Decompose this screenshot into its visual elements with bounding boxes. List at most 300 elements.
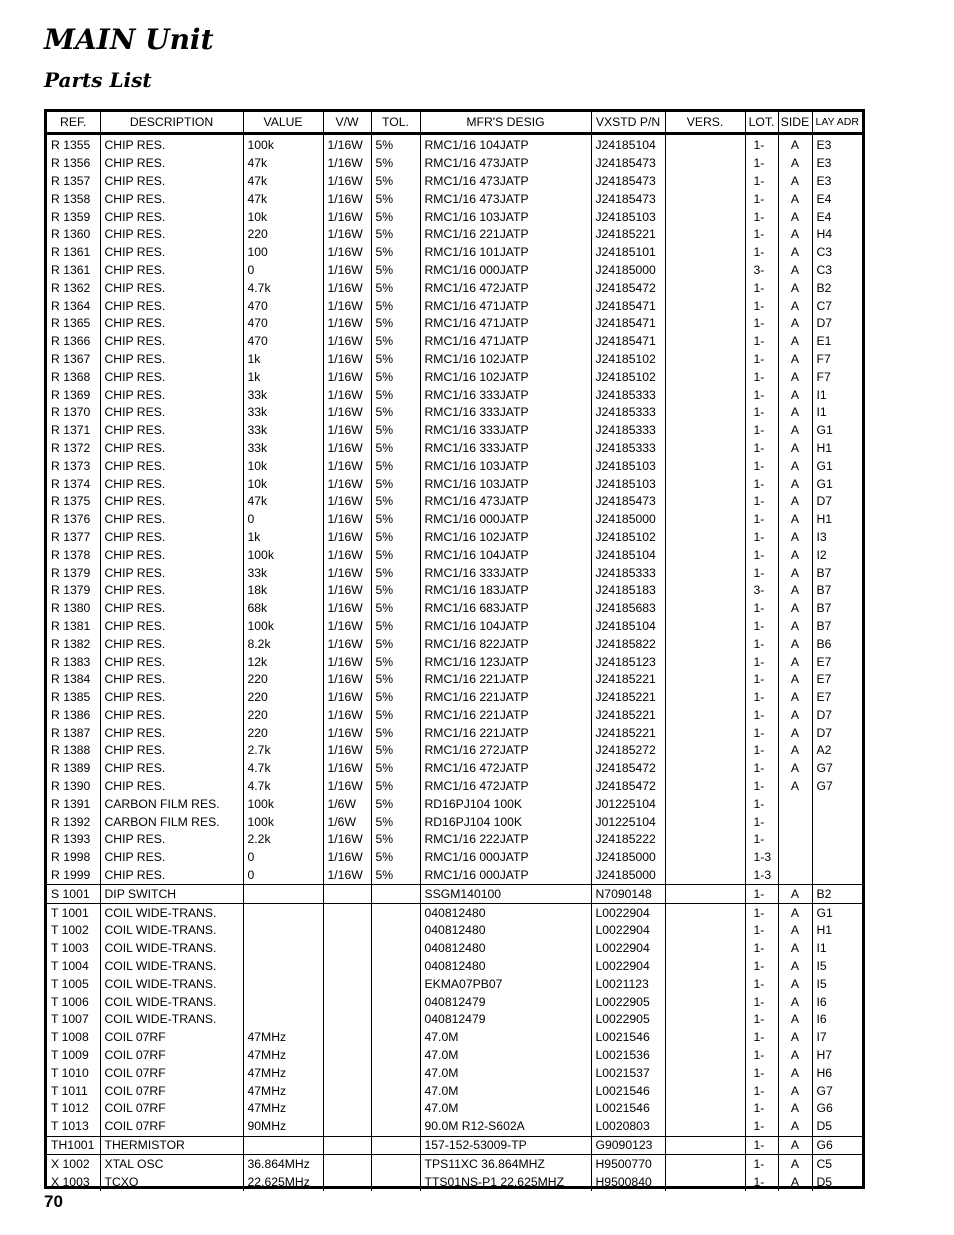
cell-tol [371,1118,420,1136]
header-value: VALUE [243,112,323,134]
cell-vw [323,975,371,993]
cell-ref: R 1383 [51,654,91,669]
cell-vw: 1/16W [323,742,371,760]
cell-lot: 1- [745,993,778,1011]
cell-ref: R 1369 [51,387,91,402]
cell-lay-adr: G1 [812,422,862,440]
cell-lot: 1- [745,368,778,386]
cell-ref: R 1368 [51,369,91,384]
cell-vw [323,1029,371,1047]
cell-description: CHIP RES. [100,262,243,280]
cell-side [778,813,812,831]
cell-vers [665,333,745,351]
cell-mfr-desig: EKMA07PB07 [420,975,591,993]
cell-vw: 1/16W [323,778,371,796]
table-row [47,564,862,582]
cell-lot: 1- [745,208,778,226]
cell-side: A [778,1118,812,1136]
cell-lay-adr: G1 [812,904,862,922]
cell-vxstd-pn: J24185471 [591,315,665,333]
table-row [47,1082,862,1100]
cell-mfr-desig: RMC1/16 000JATP [420,511,591,529]
cell-lot: 1- [745,315,778,333]
cell-vw: 1/16W [323,386,371,404]
cell-ref: R 1361 [51,262,91,277]
cell-mfr-desig: RMC1/16 221JATP [420,707,591,725]
cell-value: 0 [243,511,323,529]
table-row [47,422,862,440]
cell-value: 22.625MHz [243,1173,323,1191]
cell-vers [665,173,745,191]
cell-ref: R 1998 [51,850,91,865]
cell-vw: 1/16W [323,190,371,208]
cell-vw: 1/16W [323,244,371,262]
cell-ref: R 1379 [51,565,91,580]
cell-mfr-desig: RD16PJ104 100K [420,813,591,831]
cell-lot: 1- [745,1064,778,1082]
cell-tol: 5% [371,493,420,511]
table-row [47,279,862,297]
cell-lot: 1- [745,707,778,725]
cell-value: 220 [243,671,323,689]
cell-description: COIL 07RF [100,1100,243,1118]
cell-side: A [778,315,812,333]
cell-lay-adr: H1 [812,440,862,458]
cell-side: A [778,1100,812,1118]
cell-vxstd-pn: J24185103 [591,475,665,493]
cell-ref: R 1393 [51,832,91,847]
cell-value: 1k [243,368,323,386]
cell-vers [665,190,745,208]
cell-value: 47MHz [243,1029,323,1047]
cell-ref: R 1392 [51,814,91,829]
cell-vxstd-pn: G9090123 [591,1136,665,1155]
cell-tol: 5% [371,190,420,208]
cell-vxstd-pn: J24185221 [591,724,665,742]
cell-ref: R 1371 [51,423,91,438]
cell-ref: T 1010 [51,1065,89,1080]
cell-tol [371,1155,420,1173]
cell-lay-adr: E1 [812,333,862,351]
cell-description: CHIP RES. [100,244,243,262]
cell-value: 10k [243,475,323,493]
table-row [47,190,862,208]
cell-lot: 1- [745,457,778,475]
cell-vers [665,440,745,458]
cell-lot: 1- [745,1173,778,1191]
cell-mfr-desig: RMC1/16 102JATP [420,368,591,386]
cell-vxstd-pn: J24185104 [591,618,665,636]
cell-vw: 1/6W [323,813,371,831]
cell-side: A [778,742,812,760]
cell-mfr-desig: RMC1/16 103JATP [420,475,591,493]
table-row [47,635,862,653]
cell-vw: 1/16W [323,867,371,885]
cell-lot: 1- [745,134,778,155]
cell-mfr-desig: TTS01NS-P1 22.625MHZ [420,1173,591,1191]
cell-description: CHIP RES. [100,226,243,244]
cell-value: 100k [243,618,323,636]
cell-lot: 1- [745,940,778,958]
cell-vw: 1/16W [323,635,371,653]
cell-value: 100k [243,795,323,813]
table-row [47,529,862,547]
cell-tol: 5% [371,635,420,653]
cell-tol: 5% [371,208,420,226]
cell-vxstd-pn: H9500770 [591,1155,665,1173]
cell-description: CHIP RES. [100,760,243,778]
cell-side: A [778,922,812,940]
cell-value: 0 [243,849,323,867]
cell-vers [665,315,745,333]
cell-vw: 1/16W [323,297,371,315]
cell-tol: 5% [371,134,420,155]
cell-lay-adr: E4 [812,190,862,208]
cell-ref: R 1364 [51,298,91,313]
cell-value [243,940,323,958]
cell-vers [665,885,745,904]
cell-lay-adr: B7 [812,600,862,618]
cell-mfr-desig: RMC1/16 472JATP [420,760,591,778]
cell-vers [665,386,745,404]
cell-side: A [778,1136,812,1155]
cell-description: CHIP RES. [100,689,243,707]
cell-tol [371,904,420,922]
cell-tol: 5% [371,867,420,885]
parts-table [47,112,862,1191]
cell-tol: 5% [371,226,420,244]
cell-vw: 1/16W [323,653,371,671]
cell-tol: 5% [371,422,420,440]
cell-description: CHIP RES. [100,493,243,511]
cell-lot: 1- [745,173,778,191]
cell-vxstd-pn: J24185222 [591,831,665,849]
cell-vers [665,1064,745,1082]
cell-vxstd-pn: L0021536 [591,1047,665,1065]
cell-tol: 5% [371,297,420,315]
cell-value: 47MHz [243,1047,323,1065]
cell-vxstd-pn: J24185183 [591,582,665,600]
cell-side: A [778,155,812,173]
cell-vxstd-pn: J24185101 [591,244,665,262]
cell-vxstd-pn: J24185000 [591,511,665,529]
cell-vw: 1/16W [323,600,371,618]
cell-vw: 1/16W [323,618,371,636]
table-row [47,831,862,849]
table-row [47,155,862,173]
cell-vxstd-pn: J24185473 [591,173,665,191]
cell-ref: R 1382 [51,636,91,651]
cell-description: COIL WIDE-TRANS. [100,922,243,940]
parts-table-frame [44,109,865,1189]
cell-lay-adr: F7 [812,368,862,386]
cell-mfr-desig: RMC1/16 473JATP [420,493,591,511]
cell-side: A [778,493,812,511]
cell-mfr-desig: RMC1/16 221JATP [420,724,591,742]
cell-lot: 3- [745,262,778,280]
table-row [47,262,862,280]
table-row [47,440,862,458]
cell-vers [665,671,745,689]
cell-description: CHIP RES. [100,155,243,173]
cell-description: COIL 07RF [100,1064,243,1082]
cell-lot: 1-3 [745,849,778,867]
cell-side: A [778,244,812,262]
cell-mfr-desig: RMC1/16 183JATP [420,582,591,600]
cell-tol [371,922,420,940]
cell-description: CHIP RES. [100,582,243,600]
table-row [47,511,862,529]
cell-description: COIL WIDE-TRANS. [100,975,243,993]
cell-side: A [778,297,812,315]
cell-vers [665,653,745,671]
cell-mfr-desig: 47.0M [420,1047,591,1065]
cell-lay-adr: G6 [812,1100,862,1118]
cell-lot: 1- [745,653,778,671]
cell-tol: 5% [371,546,420,564]
cell-vxstd-pn: L0022904 [591,940,665,958]
cell-lot: 1- [745,831,778,849]
cell-value: 18k [243,582,323,600]
cell-vw [323,1047,371,1065]
cell-tol: 5% [371,760,420,778]
cell-mfr-desig: RMC1/16 000JATP [420,262,591,280]
cell-side: A [778,904,812,922]
cell-value: 10k [243,457,323,475]
cell-side: A [778,134,812,155]
table-row [47,922,862,940]
cell-value: 47k [243,173,323,191]
cell-side: A [778,1155,812,1173]
cell-mfr-desig: RMC1/16 471JATP [420,333,591,351]
cell-value: 68k [243,600,323,618]
cell-mfr-desig: 040812480 [420,958,591,976]
cell-mfr-desig: RD16PJ104 100K [420,795,591,813]
cell-tol: 5% [371,244,420,262]
cell-mfr-desig: RMC1/16 221JATP [420,689,591,707]
cell-mfr-desig: 040812480 [420,940,591,958]
cell-value: 470 [243,297,323,315]
cell-vxstd-pn: J24185000 [591,867,665,885]
cell-side: A [778,1047,812,1065]
cell-mfr-desig: RMC1/16 221JATP [420,226,591,244]
cell-tol [371,1064,420,1082]
cell-ref: R 1378 [51,547,91,562]
cell-ref: R 1384 [51,672,91,687]
cell-description: CHIP RES. [100,546,243,564]
cell-vxstd-pn: L0022905 [591,993,665,1011]
cell-side: A [778,564,812,582]
cell-vers [665,1100,745,1118]
cell-vxstd-pn: J24185103 [591,208,665,226]
table-row [47,457,862,475]
cell-side: A [778,440,812,458]
cell-value: 1k [243,529,323,547]
cell-side [778,867,812,885]
cell-ref: X 1003 [51,1174,90,1189]
cell-mfr-desig: RMC1/16 123JATP [420,653,591,671]
cell-vers [665,244,745,262]
cell-vw: 1/16W [323,760,371,778]
cell-side: A [778,975,812,993]
header-tol: TOL. [371,112,420,134]
cell-side [778,795,812,813]
cell-vxstd-pn: L0022904 [591,958,665,976]
cell-vw: 1/16W [323,511,371,529]
cell-value: 220 [243,724,323,742]
cell-ref: X 1002 [47,1155,100,1173]
cell-side: A [778,546,812,564]
cell-vw [323,1082,371,1100]
cell-ref: T 1011 [51,1083,88,1098]
cell-ref: T 1001 [47,904,100,922]
cell-lay-adr: I5 [812,975,862,993]
table-row [47,244,862,262]
cell-ref: R 1380 [51,601,91,616]
cell-ref: R 1357 [51,173,91,188]
cell-vers [665,1118,745,1136]
table-row [47,813,862,831]
cell-tol [371,940,420,958]
cell-value [243,993,323,1011]
cell-ref: R 1361 [51,245,91,260]
cell-lay-adr: G7 [812,760,862,778]
cell-description: CHIP RES. [100,190,243,208]
cell-lay-adr: H1 [812,511,862,529]
cell-value: 8.2k [243,635,323,653]
cell-lot: 1- [745,958,778,976]
cell-value: 90MHz [243,1118,323,1136]
cell-tol: 5% [371,279,420,297]
cell-description: CHIP RES. [100,671,243,689]
cell-tol: 5% [371,262,420,280]
cell-lay-adr: D7 [812,315,862,333]
header-description: DESCRIPTION [100,112,243,134]
cell-tol [371,1082,420,1100]
cell-lot: 1- [745,244,778,262]
cell-tol: 5% [371,529,420,547]
cell-tol [371,993,420,1011]
cell-vers [665,742,745,760]
cell-description: CHIP RES. [100,778,243,796]
cell-ref: R 1375 [51,494,91,509]
cell-mfr-desig: 040812479 [420,1011,591,1029]
cell-tol [371,1173,420,1191]
cell-tol: 5% [371,511,420,529]
cell-value [243,1011,323,1029]
cell-mfr-desig: RMC1/16 102JATP [420,529,591,547]
cell-ref: R 1372 [51,440,91,455]
cell-description: CHIP RES. [100,422,243,440]
cell-lot: 1- [745,404,778,422]
cell-lay-adr: G1 [812,457,862,475]
cell-value: 100k [243,546,323,564]
cell-lot: 1-3 [745,867,778,885]
cell-lot: 1- [745,1011,778,1029]
cell-lot: 1- [745,493,778,511]
cell-lot: 1- [745,1029,778,1047]
cell-lay-adr: C5 [812,1155,862,1173]
cell-vxstd-pn: J24185102 [591,529,665,547]
cell-vers [665,404,745,422]
cell-lot: 1- [745,904,778,922]
cell-vers [665,760,745,778]
cell-side: A [778,368,812,386]
cell-lay-adr: E4 [812,208,862,226]
cell-ref: R 1387 [51,725,91,740]
cell-lot: 1- [745,1082,778,1100]
cell-side: A [778,635,812,653]
cell-side: A [778,778,812,796]
cell-mfr-desig: RMC1/16 102JATP [420,351,591,369]
cell-vers [665,297,745,315]
cell-lay-adr: I3 [812,529,862,547]
cell-value: 470 [243,315,323,333]
cell-lay-adr: E3 [812,155,862,173]
cell-vers [665,600,745,618]
cell-vxstd-pn: J24185221 [591,689,665,707]
cell-lot: 1- [745,440,778,458]
cell-ref: R 1359 [51,209,91,224]
table-row [47,333,862,351]
cell-lay-adr: H6 [812,1064,862,1082]
cell-ref: R 1376 [51,512,91,527]
cell-vw: 1/16W [323,368,371,386]
cell-vers [665,707,745,725]
cell-lot: 1- [745,635,778,653]
cell-value: 47k [243,155,323,173]
cell-lay-adr: B7 [812,582,862,600]
cell-lay-adr: B7 [812,618,862,636]
cell-side: A [778,885,812,904]
cell-description: CARBON FILM RES. [100,813,243,831]
cell-tol: 5% [371,618,420,636]
cell-vxstd-pn: J24185221 [591,707,665,725]
cell-value: 0 [243,262,323,280]
cell-side: A [778,671,812,689]
cell-ref: R 1381 [51,618,91,633]
cell-lot: 1- [745,742,778,760]
cell-vers [665,1173,745,1191]
cell-vxstd-pn: L0021546 [591,1100,665,1118]
cell-vw [323,1064,371,1082]
cell-tol [371,1011,420,1029]
cell-side: A [778,689,812,707]
cell-lay-adr: D5 [812,1173,862,1191]
header-lot: LOT. [745,112,778,134]
cell-description: CHIP RES. [100,315,243,333]
cell-side: A [778,190,812,208]
cell-lay-adr: H4 [812,226,862,244]
cell-lot: 1- [745,155,778,173]
cell-description: COIL 07RF [100,1118,243,1136]
cell-lay-adr: B6 [812,635,862,653]
cell-vw [323,1011,371,1029]
cell-value: 10k [243,208,323,226]
cell-lay-adr: B2 [812,279,862,297]
cell-description: CHIP RES. [100,831,243,849]
cell-description: COIL WIDE-TRANS. [100,1011,243,1029]
cell-vers [665,689,745,707]
table-row [47,1047,862,1065]
cell-mfr-desig: RMC1/16 333JATP [420,386,591,404]
header-ref: REF. [47,112,100,134]
cell-vw: 1/16W [323,689,371,707]
cell-vxstd-pn: J24185683 [591,600,665,618]
cell-description: CARBON FILM RES. [100,795,243,813]
cell-tol: 5% [371,404,420,422]
cell-value: 100k [243,134,323,155]
